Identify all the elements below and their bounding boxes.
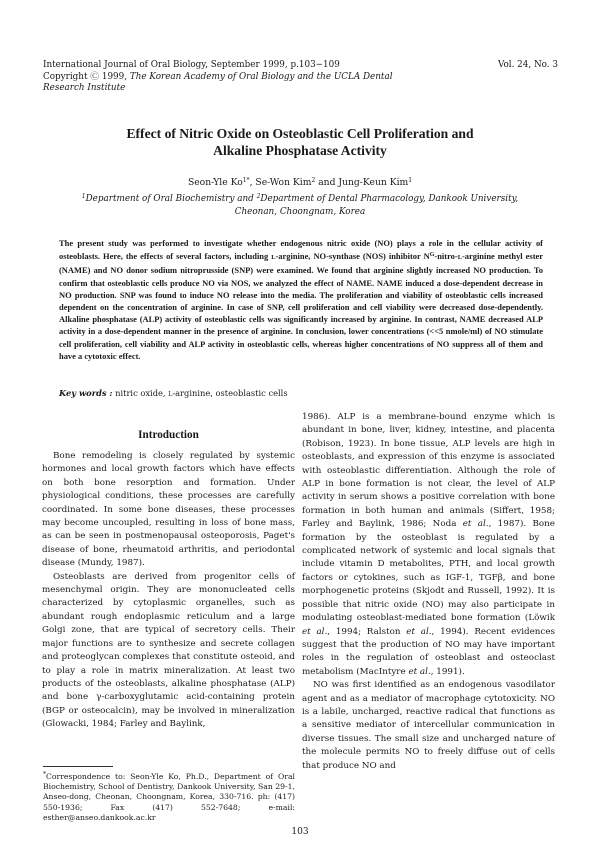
paragraph-text: , 1994). Recent evidences suggest that the production of NO may have important roles in the regulation of osteoblast and osteoclast metabolism (MacIntyre (302, 626, 555, 677)
author-marker: 1* (242, 177, 250, 184)
paragraph: Osteoblasts are derived from progenitor cells of mesenchymal origin. They are mononucleated cells characterized by cytoplasmic organelles, such as abundant rough endoplasmic reticulum and a large Golgi zone, that are typical of secretory cells. Their major functions are to synthesize and secrete collagen and proteoglycan complexes that constitute osteoid, and to play a role in matrix mineralization. At least two products of the osteoblasts, alkaline phosphatase (ALP) and bone γ-carboxyglutamic acid-containing protein (BGP or osteocalcin), may be involved in mineralization (Glowacki, 1984; Farley and Baylink, (42, 571, 295, 730)
small-caps-l: L (271, 254, 276, 262)
body-column-left (42, 450, 295, 732)
author-marker: 1 (408, 177, 413, 184)
paragraph: Bone remodeling is closely regulated by systemic hormones and local growth factors which have effects on both bone resorption and formation. Under physiological conditions, these processes are carefully coordinated. In some bone diseases, these processes may become uncoupled, resulting in loss of bone mass, as can be seen in postmenopausal osteoporosis, Paget's disease of bone, rheumatoid arthritis, and periodontal disease (Mundy, 1987). (42, 451, 295, 569)
title-line-1: Effect of Nitric Oxide on Osteoblastic Cell Proliferation and (126, 126, 474, 141)
journal-header (43, 60, 423, 95)
keywords-text: nitric oxide, (112, 388, 169, 398)
paper-title (60, 125, 540, 159)
author-marker: 2 (311, 177, 316, 184)
abstract (59, 237, 543, 362)
copyright-holder: The Korean Academy of Oral Biology and the UCLA Dental Research Institute (43, 71, 393, 93)
body-column-right (302, 411, 555, 773)
footnote-correspondence (43, 770, 295, 823)
abstract-text: -arginine, NO-synthase (NOS) inhibitor N (275, 251, 430, 262)
paragraph: NO was first identified as an endogenous vasodilator agent and as a mediator of macrophage cytotoxicity. NO is a labile, uncharged, reactive radical that functions as a sensitive mediator of intercellular communication in diverse tissues. The small size and uncharged nature of the molecule permits NO to freely diffuse out of cells that produce NO and (302, 680, 555, 771)
paragraph-text: , 1987). Bone formation by the osteoblast is regulated by a complicated network of systemic and local signals that include vitamin D metabolites, PTH, and local growth factors or cytokines, such as IGF-1, TGFβ, and bone morphogenetic proteins (Skjodt and Russell, 1992). It is possible that nitric oxide (NO) may also participate in modulating osteoblast-mediated bone formation (Löwik (302, 519, 555, 624)
superscript-g: G (429, 252, 435, 259)
small-caps-l: L (457, 254, 462, 262)
abstract-text: -arginine methyl ester (NAME) and NO donor sodium nitroprusside (SNP) were examined. We found that arginine slightly increased NO production. To confirm that osteoblastic cells produce NO via NOS, we analyzed the effect of NAME. NAME induced a dose-dependent decrease in NO production. SNP was found to induce NO release into the media. The proliferation and viability of osteoblastic cells increased dependent on the concentration of arginine. In case of SNP, cell proliferation and cell viability were decreased dose-dependently. Alkaline phosphatase (ALP) activity of osteoblastic cells was significantly increased by arginine. In contrast, NAME decreased ALP activity in a dose-dependent manner in the presence of arginine. In conclusion, lower concentrations (<<5 nmole/ml) of NO stimulate cell proliferation, cell viability and ALP activity in osteoblastic cells, whereas higher concentrations of NO suppress all of them and have a cytotoxic effect. (59, 251, 544, 361)
citation-etal: et al. (406, 626, 432, 637)
keywords-text: -arginine, osteoblastic cells (172, 388, 288, 398)
page-number: 103 (291, 827, 309, 837)
author-name: Se-Won Kim (255, 177, 312, 188)
abstract-text: -nitro- (434, 251, 458, 262)
affiliation-marker: 2 (256, 193, 261, 200)
small-caps-l: L (168, 391, 173, 398)
citation-etal: et al. (302, 626, 328, 637)
volume-label: Vol. 24, No. 3 (497, 60, 558, 70)
title-line-2: Alkaline Phosphatase Activity (213, 143, 387, 158)
footnote-rule (43, 766, 113, 767)
footnote-marker: * (43, 771, 46, 778)
copyright-line (43, 72, 423, 95)
keywords-label: Key words : (59, 388, 113, 398)
affiliation-line-1 (60, 191, 540, 206)
copyright-prefix: Copyright Ⓒ 1999, (43, 71, 130, 82)
author-name: Jung-Keun Kim (338, 177, 409, 188)
affiliation-marker: 1 (81, 193, 86, 200)
affiliation (60, 191, 540, 218)
paragraph-text: , 1991). (430, 666, 465, 677)
author-list: Seon-Yle $Ko^{1*}$, Se-Won Kim$^2$ and Jung-Keun Kim$^1$ (187, 177, 413, 188)
paragraph-text: 1986). ALP is a membrane-bound enzyme which is abundant in bone, liver, kidney, intestine, and placenta (Robison, 1923). In bone tissue, ALP levels are high in osteoblasts, and expression of this enzyme is associated with osteoblastic differentiation. Although the role of ALP in bone formation is not clear, the level of ALP activity in serum shows a positive correlation with bone formation in both human and animals (Siffert, 1958; Farley and Baylink, 1986; Noda (302, 412, 555, 530)
journal-line: International Journal of Oral Biology, September 1999, p.103−109 (43, 60, 340, 70)
keywords (59, 388, 543, 398)
citation-etal: et al. (408, 666, 431, 677)
affiliation-line-2: Cheonan, Choongnam, Korea (234, 206, 366, 217)
section-heading-introduction: Introduction (138, 429, 199, 441)
abstract-text: The present study was performed to investigate whether endogenous nitric oxide (NO) plays a role in the cellular activity of osteoblasts. Here, the effects of several factors, including (59, 238, 543, 262)
affiliation-dept-2: Department of Dental Pharmacology, Dankook University, (260, 194, 519, 204)
citation-etal: et al. (462, 519, 489, 530)
paragraph (302, 411, 555, 679)
author-name: Seon-Yle Ko (187, 177, 243, 188)
paragraph-text: , 1994; Ralston (327, 626, 407, 637)
footnote-text: Correspondence to: Seon-Yle Ko, Ph.D., Department of Oral Biochemistry, School of Dentistry, Dankook University, San 29-1, Anseo-dong, Cheonan, Choongnam, Korea, 330-716. ph: (417) 550-1936; Fax (417) 552-7648; e-mail: esther@anseo.dankook.ac.kr (43, 772, 295, 822)
affiliation-dept-1: Department of Oral Biochemistry and (85, 194, 257, 204)
